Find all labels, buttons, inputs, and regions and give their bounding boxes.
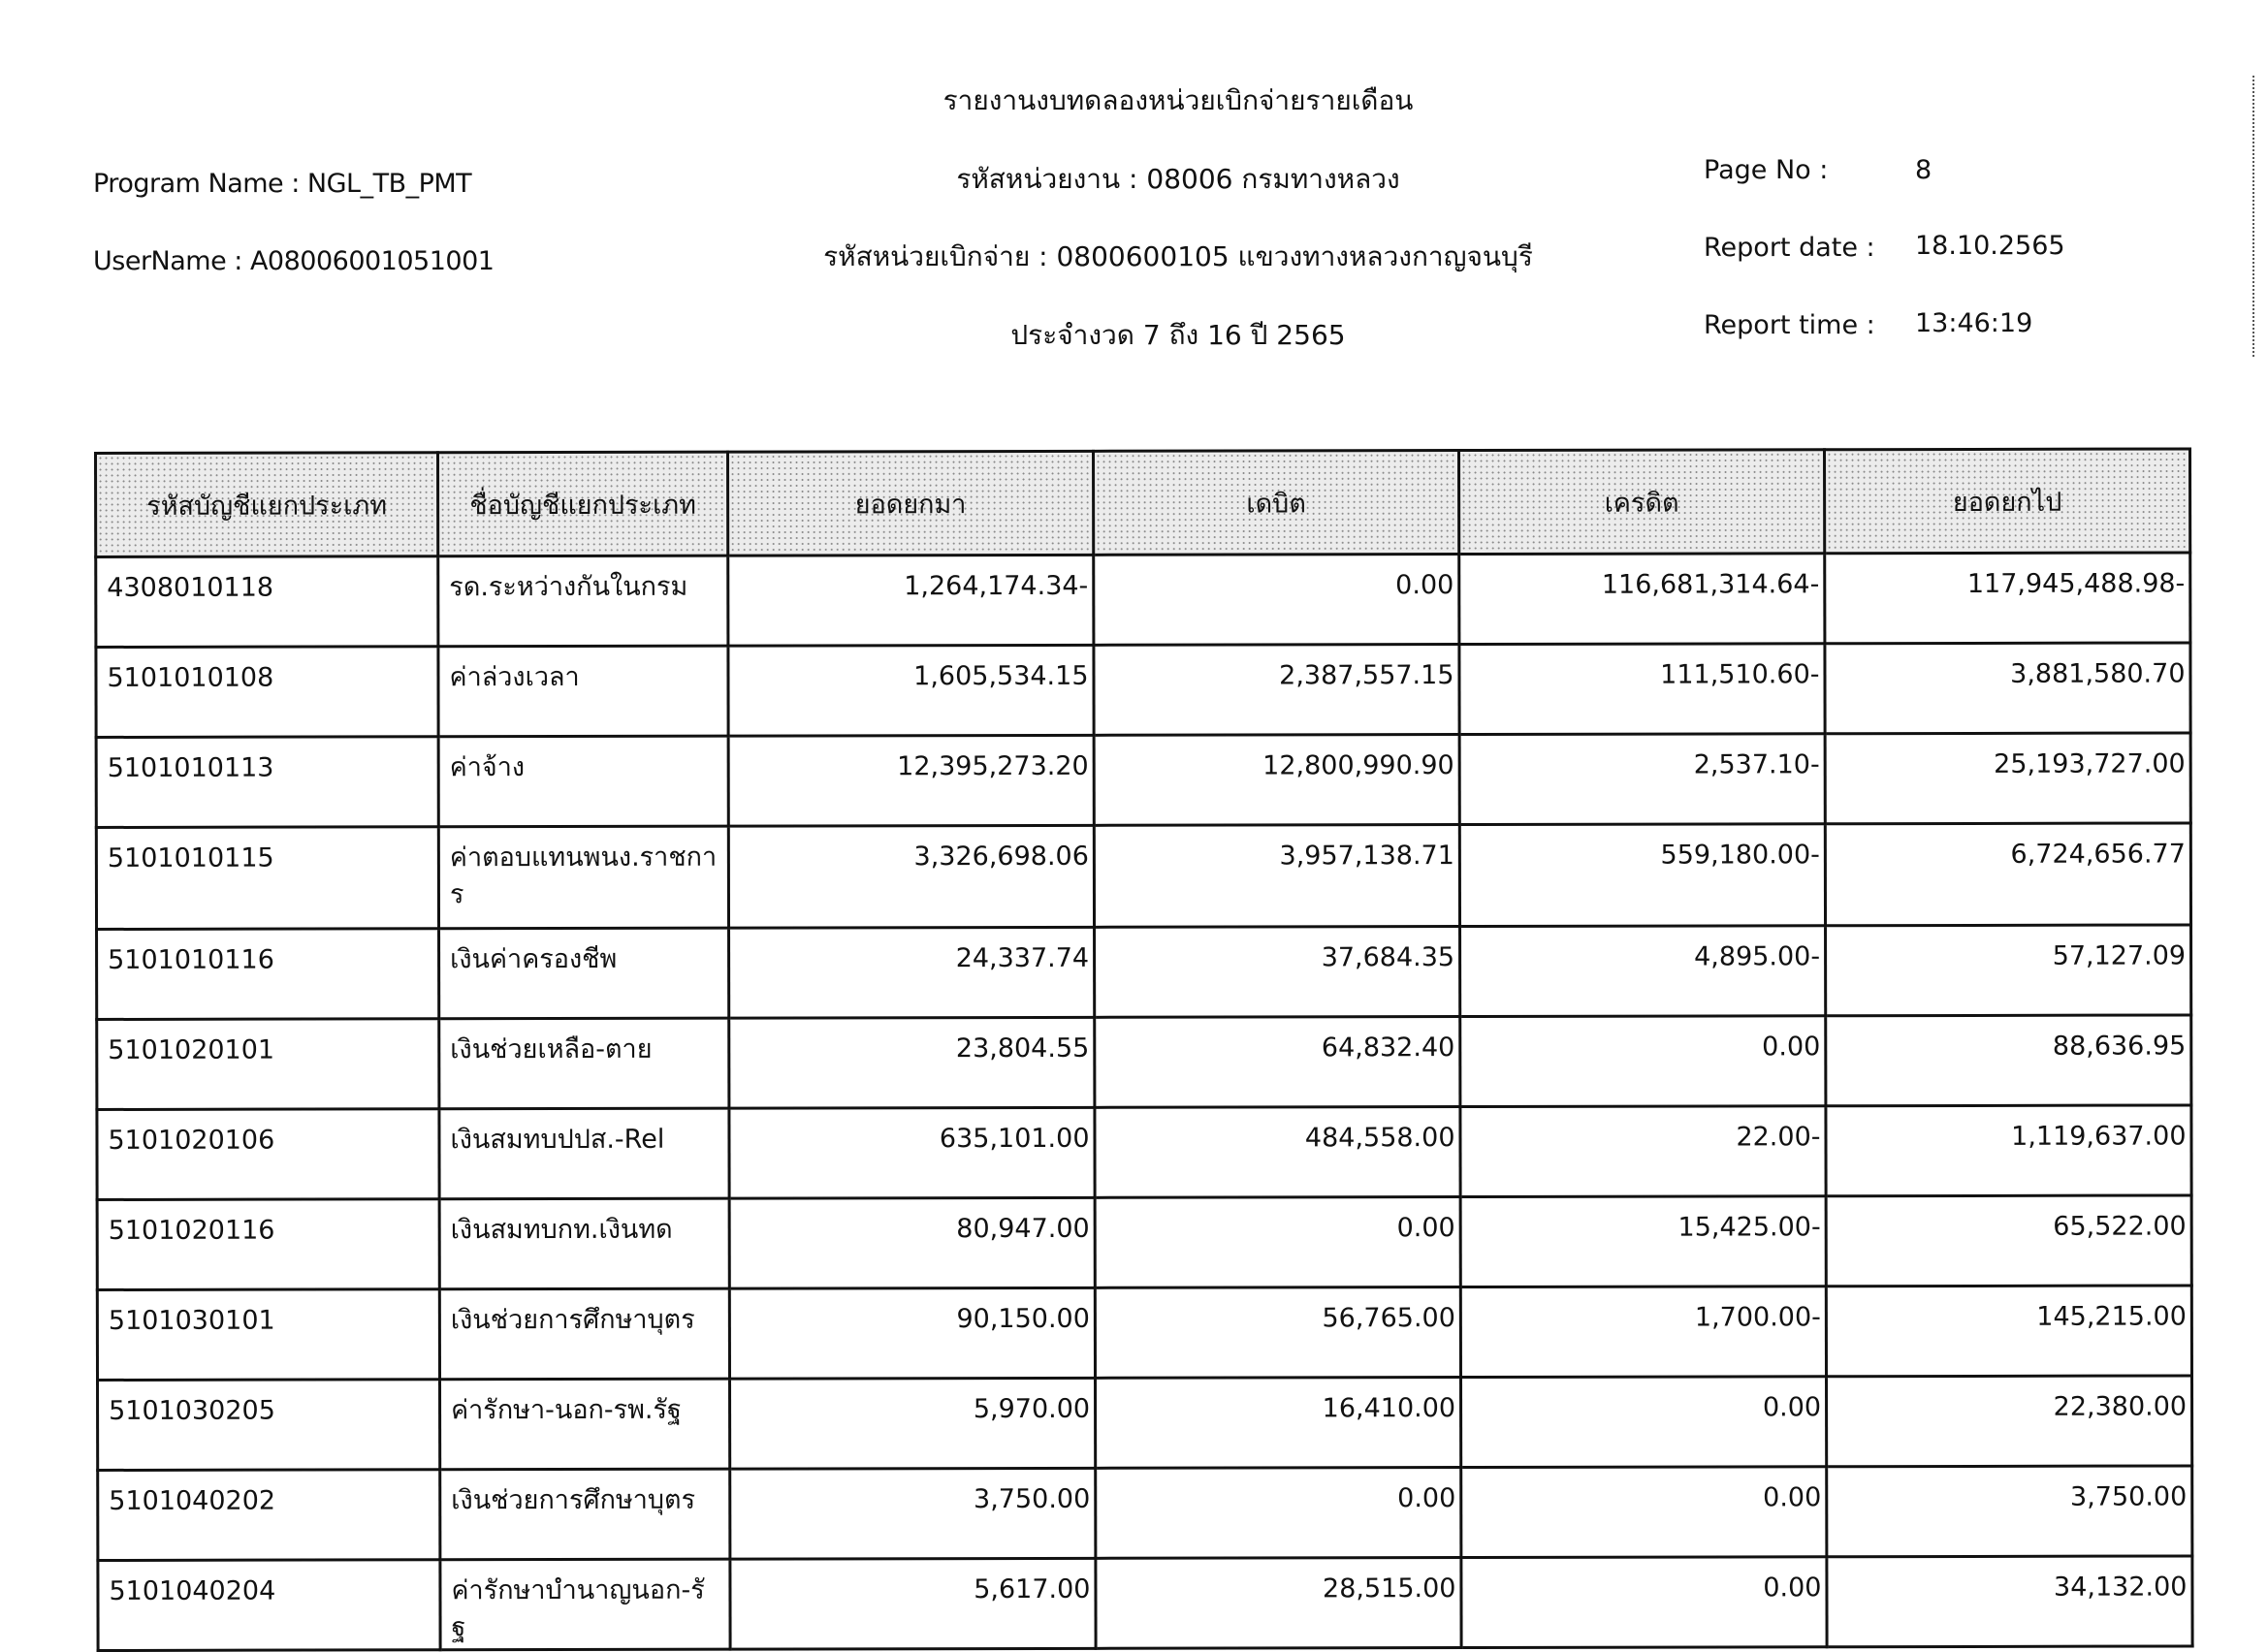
brought-forward: 90,150.00 xyxy=(729,1287,1095,1379)
report-time-label: Report time : xyxy=(1704,310,1875,340)
account-name: ค่าตอบแทนพนง.ราชการ xyxy=(438,826,728,929)
brought-forward: 3,326,698.06 xyxy=(728,825,1094,928)
debit: 0.00 xyxy=(1096,1468,1461,1559)
account-name: ค่ารักษาบำนาญนอก-รัฐ xyxy=(440,1559,730,1650)
table-row xyxy=(97,1105,2191,1200)
debit: 37,684.35 xyxy=(1095,927,1460,1018)
brought-forward: 5,617.00 xyxy=(730,1558,1096,1649)
table-row xyxy=(98,1466,2192,1561)
column-header-account-code: รหัสบัญชีแยกประเภท xyxy=(96,453,438,557)
account-code: 5101010115 xyxy=(96,827,438,930)
account-name: เงินช่วยเหลือ-ตาย xyxy=(439,1018,729,1109)
account-name: เงินช่วยการศึกษาบุตร xyxy=(440,1469,730,1560)
column-header-brought-forward: ยอดยกมา xyxy=(728,451,1094,556)
brought-forward: 24,337.74 xyxy=(729,927,1095,1018)
brought-forward: 635,101.00 xyxy=(729,1107,1095,1198)
account-name: เงินสมทบปปส.-Rel xyxy=(439,1108,729,1199)
credit: 0.00 xyxy=(1461,1377,1827,1468)
debit: 56,765.00 xyxy=(1095,1287,1460,1379)
credit: 1,700.00- xyxy=(1460,1287,1826,1378)
table-row xyxy=(97,1195,2191,1290)
column-header-carried-forward: ยอดยกไป xyxy=(1824,449,2189,554)
account-name: ค่ารักษา-นอก-รพ.รัฐ xyxy=(440,1379,730,1470)
credit: 0.00 xyxy=(1461,1467,1827,1558)
carried-forward: 25,193,727.00 xyxy=(1825,733,2190,824)
carried-forward: 22,380.00 xyxy=(1827,1376,2192,1467)
table-row xyxy=(98,1376,2192,1471)
carried-forward: 3,750.00 xyxy=(1827,1466,2192,1557)
brought-forward: 80,947.00 xyxy=(729,1197,1095,1288)
credit: 0.00 xyxy=(1460,1016,1826,1107)
credit: 15,425.00- xyxy=(1460,1196,1826,1287)
carried-forward: 34,132.00 xyxy=(1827,1556,2192,1647)
report-date-value: 18.10.2565 xyxy=(1915,231,2065,261)
credit: 22.00- xyxy=(1460,1106,1826,1197)
account-code: 5101020116 xyxy=(97,1199,439,1290)
debit: 0.00 xyxy=(1094,555,1459,646)
brought-forward: 12,395,273.20 xyxy=(728,735,1094,826)
report-time-value: 13:46:19 xyxy=(1915,308,2033,338)
account-name: ค่าล่วงเวลา xyxy=(438,646,728,737)
page-no-label: Page No : xyxy=(1704,155,1829,185)
agency-line: รหัสหน่วยงาน : 08006 กรมทางหลวง xyxy=(956,163,1400,195)
debit: 28,515.00 xyxy=(1096,1558,1461,1649)
carried-forward: 117,945,488.98- xyxy=(1825,553,2190,644)
account-code: 5101010108 xyxy=(96,647,438,738)
carried-forward: 1,119,637.00 xyxy=(1826,1105,2191,1196)
page-no-value: 8 xyxy=(1915,155,1933,185)
account-code: 5101030101 xyxy=(97,1289,439,1381)
credit: 4,895.00- xyxy=(1460,926,1826,1017)
account-code: 4308010118 xyxy=(96,556,438,648)
table-row xyxy=(96,823,2190,930)
debit: 64,832.40 xyxy=(1095,1017,1460,1108)
debit: 16,410.00 xyxy=(1096,1378,1461,1469)
scan-edge-line xyxy=(2252,76,2254,357)
debit: 2,387,557.15 xyxy=(1094,645,1459,736)
account-code: 5101010116 xyxy=(97,929,439,1020)
credit: 559,180.00- xyxy=(1459,824,1825,927)
credit: 116,681,314.64- xyxy=(1459,554,1825,645)
brought-forward: 1,605,534.15 xyxy=(728,645,1094,736)
trial-balance-table xyxy=(94,447,2194,1652)
carried-forward: 145,215.00 xyxy=(1826,1286,2191,1377)
program-name: Program Name : NGL_TB_PMT xyxy=(93,169,472,199)
carried-forward: 88,636.95 xyxy=(1826,1015,2191,1106)
brought-forward: 5,970.00 xyxy=(730,1378,1096,1469)
table-row xyxy=(97,1286,2191,1381)
username: UserName : A08006001051001 xyxy=(93,246,495,276)
debit: 484,558.00 xyxy=(1095,1107,1460,1198)
column-header-credit: เครดิต xyxy=(1459,450,1825,555)
account-code: 5101020106 xyxy=(97,1109,439,1200)
account-code: 5101040202 xyxy=(98,1470,440,1561)
table-row xyxy=(96,733,2190,828)
credit: 0.00 xyxy=(1461,1557,1827,1648)
carried-forward: 57,127.09 xyxy=(1826,925,2191,1016)
carried-forward: 3,881,580.70 xyxy=(1825,643,2190,734)
brought-forward: 3,750.00 xyxy=(730,1468,1096,1559)
account-code: 5101010113 xyxy=(96,737,438,828)
account-code: 5101030205 xyxy=(98,1380,440,1471)
period-line: ประจำงวด 7 ถึง 16 ปี 2565 xyxy=(1010,319,1346,351)
account-name: เงินช่วยการศึกษาบุตร xyxy=(439,1288,729,1380)
debit: 12,800,990.90 xyxy=(1094,735,1459,826)
table-row xyxy=(96,643,2190,738)
disbursing-unit-line: รหัสหน่วยเบิกจ่าย : 0800600105 แขวงทางหลวงกาญจนบุรี xyxy=(823,240,1533,272)
debit: 0.00 xyxy=(1095,1197,1460,1288)
account-name: ค่าจ้าง xyxy=(438,736,728,827)
account-code: 5101020101 xyxy=(97,1019,439,1110)
column-header-account-name: ชื่อบัญชีแยกประเภท xyxy=(438,452,728,556)
table-row xyxy=(96,553,2190,648)
account-code: 5101040204 xyxy=(98,1560,440,1651)
brought-forward: 23,804.55 xyxy=(729,1017,1095,1108)
table-row xyxy=(97,1015,2191,1110)
table-row xyxy=(97,925,2191,1020)
brought-forward: 1,264,174.34- xyxy=(728,555,1094,646)
account-name: รด.ระหว่างกันในกรม xyxy=(438,556,728,647)
debit: 3,957,138.71 xyxy=(1094,825,1459,928)
report-date-label: Report date : xyxy=(1704,233,1875,263)
carried-forward: 65,522.00 xyxy=(1826,1195,2191,1287)
account-name: เงินสมทบกท.เงินทด xyxy=(439,1198,729,1289)
table-header-row xyxy=(96,449,2190,557)
account-name: เงินค่าครองชีพ xyxy=(439,928,729,1019)
carried-forward: 6,724,656.77 xyxy=(1825,823,2190,926)
credit: 111,510.60- xyxy=(1459,644,1825,735)
column-header-debit: เดบิต xyxy=(1094,451,1459,556)
report-title: รายงานงบทดลองหน่วยเบิกจ่ายรายเดือน xyxy=(942,84,1414,116)
credit: 2,537.10- xyxy=(1459,734,1825,825)
